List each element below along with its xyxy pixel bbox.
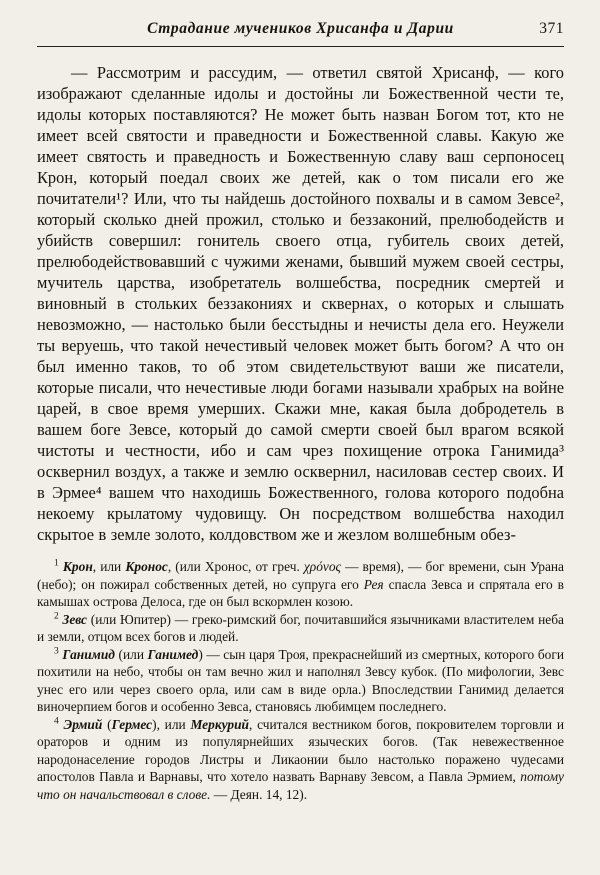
footnote-2 [37, 611, 564, 646]
footnote-text-segment: — время), — бог времени, сын Урана (небо); он пожирал собственных детей, но супруга его [37, 559, 564, 592]
footnote-text-segment: ) — сын царя Троя, прекраснейший из смертных, которого боги похитили на небо, чтобы он там вечно жил и наполнял Зевсу кубок. (По мифологии, Зевс унес его или через своего орла, или сам в виде орла.) Впоследствии Ганимид делается виночерпием богов и особенно Зевса, становясь любимцем последнего. [37, 646, 564, 714]
footnote-marker: 2 [54, 611, 59, 622]
footnote-text-segment: потому что он начальствовал в слове. [37, 769, 564, 802]
footnote-text-segment: ( [102, 716, 112, 732]
footnote-text-segment: Кронос [125, 559, 168, 574]
footnote-text-segment: Ганимед [147, 646, 199, 662]
footnote-4 [37, 716, 564, 804]
footnote-text-segment: — Деян. 14, 12). [210, 786, 308, 802]
body-paragraph: — Рассмотрим и рассудим, — ответил святой Хрисанф, — кого изображают сделанные идолы и достойны ли Божественной чести те, идолы которых поставляются? Не может быть назван Богом тот, кто не имеет всей святости и праведности и Божественной славы. Какую же имеет святость и праведность и Божественную славу ваш серпоносец Крон, который поедал своих же детей, как о том писали его же почитатели¹? Или, что ты найдешь достойного похвалы и в самом Зевсе², который сколько дней прожил, столько и беззаконий, прелюбодейств и убийств совершил: гонитель своего отца, губитель своих детей, прелюбодействовавший с чужими женами, бывший мужем своей сестры, мучитель царства, изобретатель волшебства, посредник смертей и виновный в стольких беззакониях и сквернах, о которых и слышать невозможно, — настолько были бесстыдны и нечисты дела его. Неужели ты веруешь, что такой нечестивый человек может быть богом? А что он был именно таков, то об этом свидетельствуют ваши же писатели, которые писали, что нечестивые люди богами называли храбрых на войне царей, в свое время умерших. Скажи мне, какая была добродетель в вашем боге Зевсе, который до самой смерти своей был врагом всякой чистоты и честности, ибо и сам чрез похищение отрока Ганимида³ осквернил воздух, а также и землю осквернил, насиловав сестер своих. И в Эрмее⁴ вашем что находишь Божественного, голова которого подобна некоему крылатому чудовищу. Он посредством волшебства находил скрытое в земле золото, колдовством же и жезлом волшебным обез- [37, 63, 564, 544]
footnote-text-segment: спасла Зевса и спрятала его в камышах острова Делоса, где он был вскормлен козою. [37, 576, 565, 609]
footnote-text-segment: Гермес [111, 716, 153, 732]
footnote-text-segment: Зевс [62, 611, 88, 627]
footnote-text-segment: Меркурий [190, 716, 249, 732]
footnote-text-segment: ), или [152, 716, 191, 732]
body-text-block [37, 62, 564, 545]
footnote-1 [37, 558, 564, 611]
footnote-text-segment: Крон [62, 559, 93, 574]
footnote-marker: 4 [54, 716, 59, 727]
running-title: Страдание мучеников Хрисанфа и Дарии [147, 20, 454, 37]
footnote-marker: 3 [54, 646, 59, 657]
footnote-text-segment: , (или Хронос, от греч. [167, 559, 304, 574]
footnote-text-segment: Рея [363, 576, 384, 592]
footnote-text-segment: χρόνος [303, 559, 341, 574]
footnote-text-segment: Эрмий [63, 716, 103, 732]
footnote-text-segment: Ганимид [62, 646, 115, 662]
footnote-text-segment: , или [92, 559, 126, 574]
footnote-text-segment: (или Юпитер) — греко-римский бог, почитавшийся язычниками властителем неба и земли, отцом всех богов и людей. [37, 611, 564, 644]
footnote-marker: 1 [54, 558, 59, 569]
footnote-text-segment: (или [114, 646, 148, 662]
page-header [37, 20, 564, 41]
footnote-text-segment: , считался вестником богов, покровителем торговли и ораторов и одним из популярнейших языческих богов. (Так невежественное народонаселение городов Листры и Ликаонии было настолько поражено чудесами апостолов Павла и Варнавы, что хотело назвать Варнаву Зевсом, а Павла Эрмием, [37, 716, 564, 784]
page-number: 371 [539, 20, 564, 37]
footnotes-section [37, 558, 564, 803]
footnote-3 [37, 646, 564, 716]
header-rule [37, 46, 564, 47]
